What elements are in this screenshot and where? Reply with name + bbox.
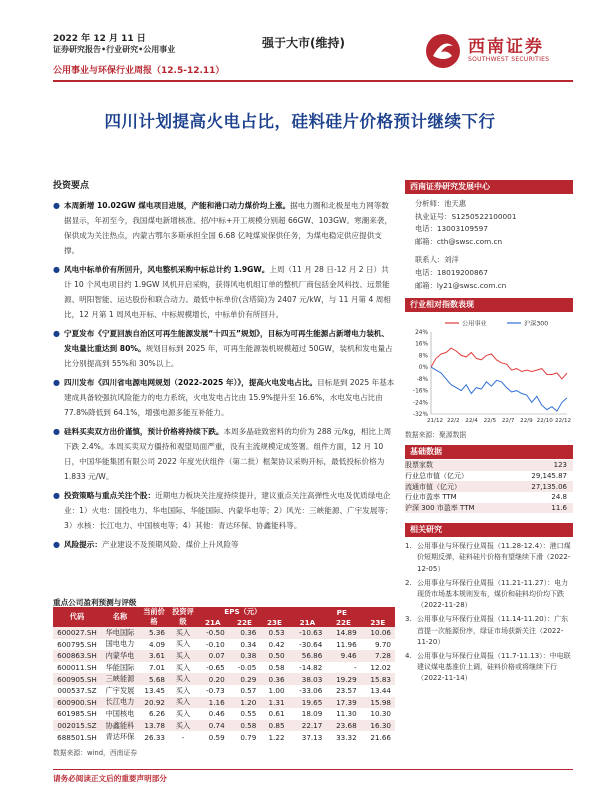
analyst-name: 分析师：池天惠 [415, 199, 467, 208]
table-cell: 600011.SH [57, 663, 97, 673]
related-research-title: 相关研究 [405, 523, 573, 537]
index-chart-svg [405, 316, 573, 428]
table-cell: 600795.SH [57, 639, 97, 649]
table-cell: 1.00 [268, 686, 285, 696]
table-cell: - [354, 663, 357, 673]
analyst-phone: 电话：13003109597 [415, 224, 488, 234]
table-cell: 长江电力 [101, 697, 139, 709]
summary-section [53, 178, 395, 556]
table-cell: 600027.SH [53, 627, 101, 639]
table-row [53, 685, 395, 697]
table-cell: 16.30 [361, 720, 395, 732]
x-tick-label: 22/5 [483, 418, 497, 425]
table-cell: 600905.SH [53, 673, 101, 685]
th-pe: PE [289, 607, 395, 617]
table-cell: 56.86 [289, 650, 327, 662]
report-number: 1. [405, 542, 412, 551]
table-cell: 0.42 [268, 639, 285, 649]
th-pe-23e: 23E [361, 617, 395, 627]
report-title: 公用事业与环保行业周报（11.21-11.27）：电力现货市场基本规则发布，煤价和硅料均价均下跌（2022-11-28） [417, 578, 569, 610]
table-cell: 22.17 [289, 720, 327, 732]
table-cell: 4.09 [148, 639, 165, 649]
industry-rating: 强于大市(维持) [262, 36, 345, 50]
table-cell: -0.05 [237, 663, 257, 673]
table-cell: 600900.SH [53, 697, 101, 709]
table-cell: 0.55 [240, 709, 257, 719]
table-cell: 0.58 [229, 720, 261, 732]
table-cell: 买入 [169, 697, 197, 709]
table-cell: 15.83 [361, 673, 395, 685]
bullet-icon: ● [53, 201, 60, 210]
table-cell: 0.59 [208, 732, 225, 742]
table-cell: 7.28 [361, 650, 395, 662]
y-tick-label: -24% [413, 400, 428, 407]
summary-point [53, 262, 395, 322]
table-cell: 1.31 [260, 697, 288, 709]
table-cell: 19.29 [326, 673, 360, 685]
basic-data-label: 流通市值（亿元） [405, 481, 510, 492]
basic-data-value: 27,135.06 [510, 481, 573, 492]
footer-divider [53, 769, 573, 770]
report-type: 证券研究报告•行业研究•公用事业 [53, 45, 176, 54]
bullet-icon: ● [53, 378, 60, 387]
table-cell: 23.57 [336, 686, 357, 696]
table-cell: -30.64 [299, 639, 323, 649]
table-cell: 33.32 [336, 732, 357, 742]
table-row [53, 731, 395, 743]
report-title: 公用事业与环保行业周报（11.14-11.20）：广东首提一次能源份序，绿证市场获新关注（2022-11-20） [417, 615, 569, 646]
table-cell: 19.65 [289, 697, 327, 709]
table-cell: 11.30 [336, 709, 357, 719]
table-cell: 青达环保 [105, 732, 135, 742]
table-cell: 7.01 [148, 663, 165, 673]
table-row [53, 697, 395, 709]
point-text: 规划目标到 2025 年，可再生能源装机规模超过 50GW，装机和发电量占比分别提高到 55%和 30%以上。 [64, 344, 393, 368]
point-highlight: 风电中标单价有所回升，风电整机采购中标总计约 1.9GW。 [64, 265, 270, 274]
series-line-0 [431, 348, 567, 379]
analyst-license: 执业证号：S1250522100001 [415, 211, 517, 221]
table-cell: 3.61 [139, 650, 169, 662]
table-row [53, 720, 395, 732]
table-source: 数据来源：wind，西南证券 [53, 749, 138, 757]
summary-point [53, 198, 395, 258]
y-tick-label: 0% [418, 365, 428, 372]
table-cell: 0.58 [268, 663, 285, 673]
y-tick-label: 16% [415, 341, 428, 348]
company-logo [424, 30, 572, 74]
table-cell: -0.50 [197, 627, 229, 639]
sidebar [405, 180, 573, 688]
page-title: 四川计划提高火电占比，硅料硅片价格预计继续下行 [104, 112, 496, 131]
table-cell: 国电电力 [105, 639, 135, 649]
table-cell: 17.39 [326, 697, 360, 709]
basic-data-value: 123 [510, 460, 573, 471]
footer-disclaimer: 请务必阅读正文后的重要声明部分 [53, 774, 167, 783]
stock-forecast-table [53, 607, 395, 743]
logo-mark-icon [424, 32, 462, 70]
basic-data-value: 11.6 [510, 503, 573, 514]
table-cell: 002015.SZ [53, 720, 101, 732]
bullet-icon: ● [53, 540, 60, 549]
table-cell: 9.46 [326, 650, 360, 662]
th-price: 当前价格 [139, 607, 169, 627]
y-tick-label: 24% [415, 330, 428, 337]
table-cell: 华能国际 [105, 662, 135, 672]
table-cell: 0.20 [197, 673, 229, 685]
table-cell: -0.73 [206, 686, 225, 696]
table-cell: 14.89 [326, 627, 360, 639]
table-cell: 内蒙华电 [101, 650, 139, 662]
basic-data-value: 29,145.87 [531, 472, 567, 481]
table-cell: -33.06 [299, 686, 323, 696]
y-tick-label: 8% [418, 353, 428, 360]
x-tick-label: 21/12 [426, 418, 444, 425]
basic-data-row [405, 471, 573, 482]
stock-table-title: 重点公司盈利预测与评级 [53, 598, 137, 607]
contact-phone: 电话：18019200867 [415, 267, 488, 277]
table-cell: 0.07 [197, 650, 229, 662]
contact-info [405, 254, 573, 292]
report-number: 2. [405, 578, 412, 587]
related-report-item[interactable] [405, 614, 573, 648]
basic-data-label: 行业总市值（亿元） [405, 472, 468, 481]
table-cell: -0.10 [206, 639, 225, 649]
table-cell: 三峡能源 [101, 673, 139, 685]
legend-label: 沪深300 [524, 320, 549, 328]
table-cell: 1.20 [229, 697, 261, 709]
table-cell: 38.03 [289, 673, 327, 685]
index-chart [405, 316, 573, 428]
related-report-item[interactable] [405, 578, 573, 612]
table-cell: 0.36 [229, 627, 261, 639]
table-cell: -14.82 [299, 663, 323, 673]
th-pe-21a: 21A [289, 617, 327, 627]
th-rating: 投资评级 [169, 607, 197, 627]
th-code: 代码 [53, 607, 101, 627]
table-cell: 买入 [175, 662, 191, 672]
report-date: 2022 年 12 月 11 日 [53, 34, 146, 44]
y-tick-label: -16% [413, 388, 428, 395]
table-cell: 688501.SH [57, 732, 97, 742]
table-cell: 0.85 [260, 720, 288, 732]
table-cell: 5.68 [139, 673, 169, 685]
table-cell: 6.26 [148, 709, 165, 719]
related-report-item[interactable] [405, 651, 573, 685]
th-name: 名称 [101, 607, 139, 627]
basic-data-row [405, 503, 573, 514]
point-text: 近期电力板块关注度持续提升，建议重点关注高弹性火电及优质绿电企业：1）火电：国投电力、华电国际、华能国际、内蒙华电等；2）风光：三峡能源、广宇发展等；3）水核：长江电力、中国核电等；4）其他：青达环保、协鑫能科等。 [64, 491, 393, 530]
summary-point [53, 375, 395, 420]
table-cell: 买入 [169, 627, 197, 639]
analyst-email[interactable]: 邮箱：cth@swsc.com.cn [415, 236, 503, 246]
basic-data-row [405, 492, 573, 503]
summary-heading: 投资要点 [53, 181, 90, 191]
table-cell: 20.92 [139, 697, 169, 709]
contact-name: 联系人：刘洋 [415, 255, 459, 265]
index-chart-title: 行业相对指数表现 [405, 298, 573, 312]
point-text: 目标是到 2025 年基本建成具备较强抗风险能力的电力系统，火电发电占比由 15.9%提升至 16.6%，水电发电占比由 77.8%降低到 64.1%，增强电源多能互补能力。 [64, 378, 395, 417]
table-cell: 0.50 [260, 650, 288, 662]
x-tick-label: 22/10 [536, 418, 553, 425]
summary-point [53, 424, 395, 484]
point-highlight: 四川发布《四川省电源电网规划（2022-2025 年）》，提高火电发电占比。 [64, 378, 318, 387]
table-cell: 1.16 [197, 697, 229, 709]
bullet-icon: ● [53, 265, 60, 274]
table-cell: -0.65 [206, 663, 225, 673]
logo-text-en: SOUTHWEST SECURITIES [468, 56, 550, 63]
basic-data-table [405, 460, 573, 513]
report-title: 公用事业与环保行业周报（11.7-11.13）：中电联建议煤电基准价上调，硅料价格或将继续下行（2022-11-14） [417, 651, 571, 683]
report-number: 3. [405, 615, 412, 624]
table-cell: 0.29 [229, 673, 261, 685]
table-cell: 23.68 [326, 720, 360, 732]
table-row [53, 650, 395, 662]
related-report-item[interactable] [405, 541, 573, 575]
basic-data-label: 行业市盈率 TTM [405, 493, 457, 502]
contact-email[interactable]: 邮箱：ly21@swsc.com.cn [415, 280, 507, 290]
table-row [53, 627, 395, 639]
table-cell: 0.46 [208, 709, 225, 719]
basic-data-value: 24.8 [551, 493, 567, 502]
x-tick-label: 22/7 [501, 418, 515, 425]
table-cell: 0.34 [240, 639, 257, 649]
point-text: 上周（11 月 28 日-12 月 2 日）共计 10 个风电项目约 1.9GW 风机开启采购，获得风电机组订单的整机厂商包括金风科技、远景能源、明阳智能、运达股份和联合动力。最低中标单价(含塔筒)为 2407 元/kW，与 11 月第 4 周相比，12 月第 1 周风电开标、中标规模增长，中标单价有所回升。 [64, 265, 391, 319]
th-eps: EPS（元） [197, 607, 289, 617]
summary-point [53, 537, 395, 552]
header-divider [53, 80, 573, 82]
summary-point [53, 326, 395, 371]
summary-point [53, 488, 395, 533]
point-highlight: 宁夏发布《宁夏回族自治区可再生能源发展“十四五”规划》，目标为可再生能源占新增电力装机、发电量比重达到 80%。 [64, 329, 390, 353]
logo-text-cn: 西南证券 [468, 37, 544, 57]
table-cell: 0.36 [260, 673, 288, 685]
report-weekly-title: 公用事业与环保行业周报（12.5-12.11） [53, 66, 225, 76]
point-highlight: 本周新增 10.02GW 煤电项目进展，产能和港口动力煤价均上涨。 [64, 201, 291, 210]
x-tick-label: 22/2 [447, 418, 460, 425]
th-eps-22e: 22E [229, 617, 261, 627]
table-cell: - [181, 732, 185, 742]
basic-data-label: 沪深 300 市盈率 TTM [405, 503, 510, 514]
bullet-icon: ● [53, 491, 60, 500]
table-cell: 12.02 [370, 663, 391, 673]
table-cell: 0.57 [240, 686, 257, 696]
basic-data-row [405, 481, 573, 492]
table-cell: 601985.SH [57, 709, 97, 719]
table-row [53, 639, 395, 651]
table-cell: -10.63 [289, 627, 327, 639]
table-cell: 买入 [175, 685, 191, 695]
th-eps-21a: 21A [197, 617, 229, 627]
analyst-info [405, 198, 573, 248]
table-cell: 买入 [169, 673, 197, 685]
chart-source: 数据来源：聚源数据 [405, 431, 467, 440]
research-center-title: 西南证券研究发展中心 [405, 180, 573, 194]
point-text: 本周多晶硅致密料的均价为 288 元/kg，相比上周下跌 2.4%。本周买卖双方僵持和观望局面严重，没有主流规模定成签署。组件方面，12 月 10 日，中国华能集团有限公司 2022 年度光伏组件（第二批）框架协议采购开标，最低投标价格为 1.833 元/W。 [64, 427, 392, 481]
table-cell: 11.96 [336, 639, 357, 649]
table-cell: 000537.SZ [57, 686, 97, 696]
table-cell: 买入 [175, 708, 191, 718]
table-cell: 5.36 [139, 627, 169, 639]
table-cell: 0.61 [268, 709, 285, 719]
table-cell: 协鑫能科 [101, 720, 139, 732]
table-cell: 21.66 [370, 732, 391, 742]
report-header [0, 0, 600, 88]
y-tick-label: -32% [413, 412, 428, 419]
report-title: 公用事业与环保行业周报（11.28-12.4）：港口煤价短期反弹，硅料硅片价格有望继续下滑（2022-12-05） [417, 542, 571, 573]
point-highlight: 风险提示： [64, 540, 102, 549]
table-cell: 9.70 [374, 639, 391, 649]
table-cell: 26.33 [144, 732, 165, 742]
table-cell: 买入 [169, 650, 197, 662]
table-cell: 中国核电 [105, 708, 135, 718]
x-tick-label: 22/12 [554, 418, 572, 425]
table-cell: 18.09 [301, 709, 323, 719]
table-cell: 15.98 [361, 697, 395, 709]
related-research-list [405, 541, 573, 684]
table-cell: 10.06 [361, 627, 395, 639]
y-tick-label: -8% [416, 377, 428, 384]
basic-data-title: 基础数据 [405, 445, 573, 459]
x-tick-label: 22/4 [465, 418, 478, 425]
point-highlight: 硅料买卖双方出价谨慎，预计价格将持续下跌。 [64, 427, 224, 436]
table-cell: 广宇发展 [105, 685, 135, 695]
basic-data-row [405, 460, 573, 471]
point-highlight: 投资策略与重点关注个股： [64, 491, 156, 500]
report-number: 4. [405, 651, 412, 660]
table-row [53, 673, 395, 685]
bullet-icon: ● [53, 427, 60, 436]
table-cell: 华电国际 [101, 627, 139, 639]
table-cell: 0.38 [229, 650, 261, 662]
table-row [53, 708, 395, 720]
table-cell: 13.78 [139, 720, 169, 732]
th-eps-23e: 23E [260, 617, 288, 627]
table-cell: 600863.SH [53, 650, 101, 662]
point-text: 产业建设不及预期风险、煤价上升风险等 [101, 540, 239, 549]
table-cell: 0.74 [197, 720, 229, 732]
table-cell: 13.44 [370, 686, 391, 696]
table-cell: 13.45 [144, 686, 165, 696]
table-cell: 0.79 [240, 732, 257, 742]
table-cell: 0.53 [260, 627, 288, 639]
table-row [53, 662, 395, 674]
table-cell: 10.30 [370, 709, 391, 719]
table-cell: 37.13 [301, 732, 323, 742]
basic-data-label: 股票家数 [405, 460, 510, 471]
table-cell: 1.22 [268, 732, 285, 742]
legend-label: 公用事业 [462, 320, 487, 328]
table-cell: 买入 [169, 720, 197, 732]
bullet-icon: ● [53, 329, 60, 338]
x-tick-label: 22/9 [520, 418, 533, 425]
th-pe-22e: 22E [326, 617, 360, 627]
point-text: 据电力圈和北极星电力网等数据显示，年初至今，我国煤电新增核准、招/中标+开工规模分别超 66GW、103GW。寒潮来袭，保供成为关注热点，内蒙古鄂尔多斯承担全国 6.68 亿吨煤炭保供任务，为煤电稳定供应提供支撑。 [64, 201, 393, 255]
table-cell: 买入 [175, 639, 191, 649]
